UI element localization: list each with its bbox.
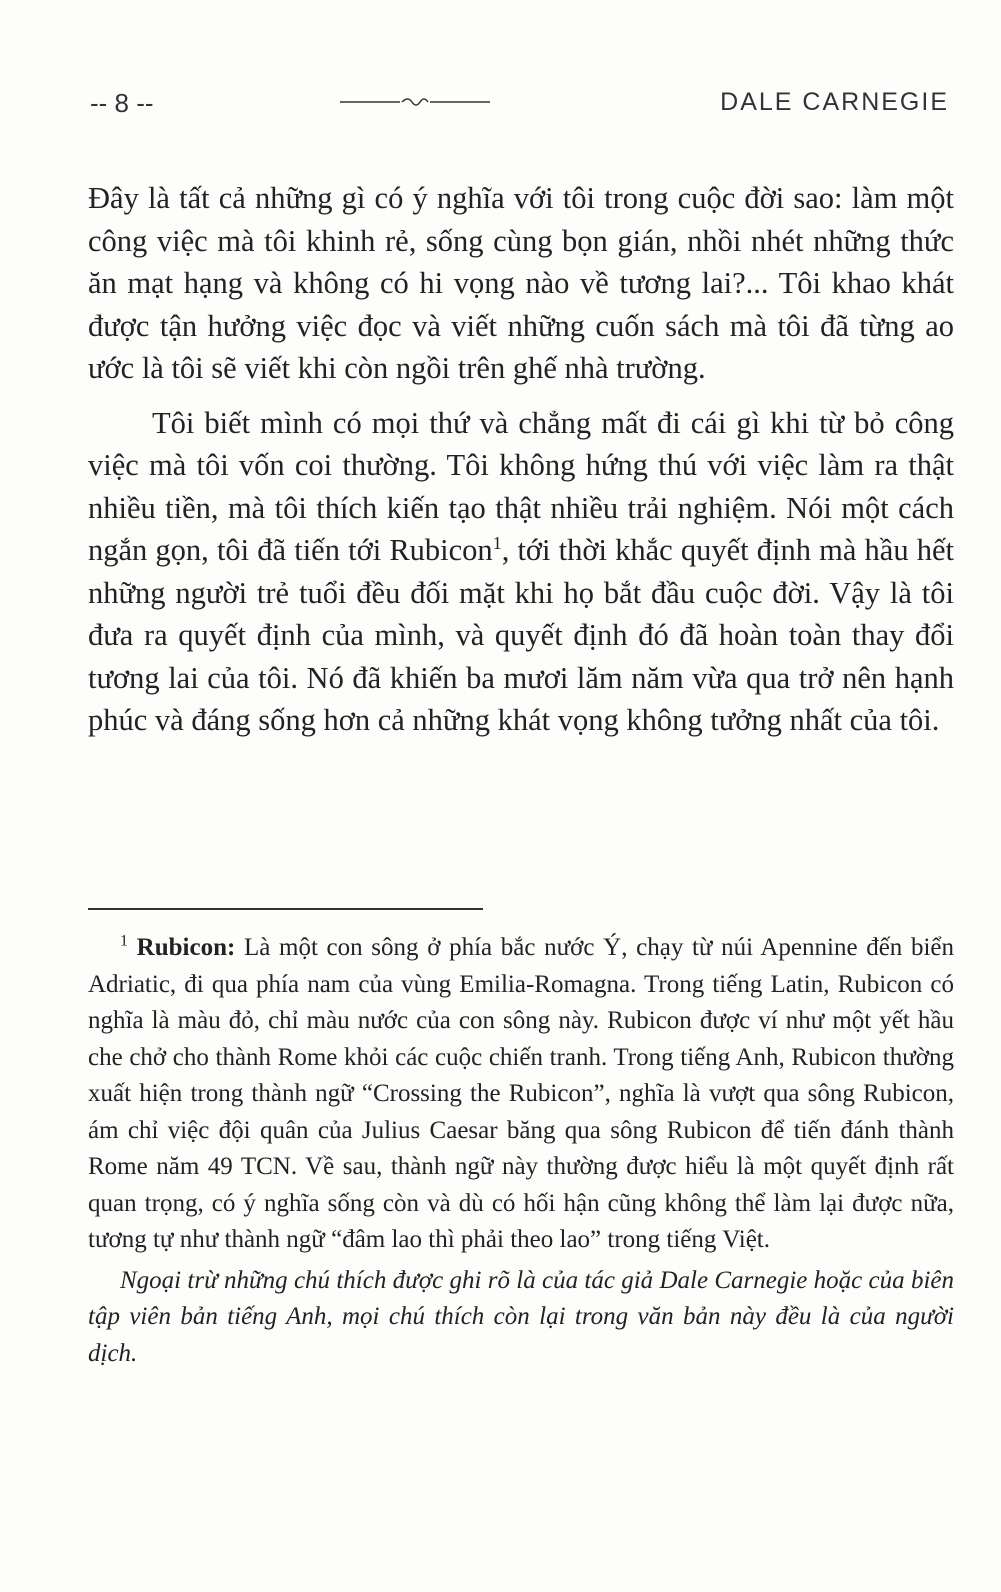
paragraph-2 xyxy=(88,402,954,742)
footnote-reference[interactable]: 1 xyxy=(492,532,502,553)
footnote-1 xyxy=(88,930,954,1259)
footnote-text: Là một con sông ở phía bắc nước Ý, chạy từ núi Apennine đến biển Adriatic, đi qua phía nam của vùng Emilia-Romagna. Trong tiếng Latin, Rubicon có nghĩa là màu đỏ, chỉ màu nước của con sông này. Rubicon được ví như một yết hầu che chở cho thành Rome khỏi các cuộc chiến tranh. Trong tiếng Anh, Rubicon thường xuất hiện trong thành ngữ “Crossing the Rubicon”, nghĩa là vượt qua sông Rubicon, ám chỉ việc đội quân của Julius Caesar băng qua sông Rubicon để tiến đánh thành Rome năm 49 TCN. Về sau, thành ngữ này thường được hiểu là một quyết định rất quan trọng, có ý nghĩa sống còn và dù có hối hận cũng không thể làm lại được nữa, tương tự như thành ngữ “đâm lao thì phải theo lao” trong tiếng Việt. xyxy=(88,934,955,1253)
translator-note: Ngoại trừ những chú thích được ghi rõ là của tác giả Dale Carnegie hoặc của biên tập viên bản tiếng Anh, mọi chú thích còn lại trong văn bản này đều là của người dịch. xyxy=(88,1266,954,1367)
page-number: -- 8 -- xyxy=(90,88,154,118)
footnote-marker: 1 xyxy=(120,932,128,950)
page-header xyxy=(90,88,949,128)
footnote-divider xyxy=(88,908,483,910)
footnotes-section xyxy=(88,930,954,1372)
header-ornament-icon xyxy=(340,94,490,108)
paragraph-2-text-end: , tới thời khắc quyết định mà hầu hết những người trẻ tuổi đều đối mặt khi họ bắt đầu cuộc đời. Vậy là tôi đưa ra quyết định của mình, và quyết định đó đã hoàn toàn thay đổi tương lai của tôi. Nó đã khiến ba mươi lăm năm vừa qua trở nên hạnh phúc và đáng sống hơn cả những khát vọng không tưởng nhất của tôi. xyxy=(88,533,954,737)
footnote-term: Rubicon: xyxy=(136,934,236,961)
paragraph-2-text-start: Tôi biết mình có mọi thứ và chẳng mất đi cái gì khi từ bỏ công việc mà tôi vốn coi thường. Tôi không hứng thú với việc làm ra thật nhiều tiền, mà tôi thích kiến tạo thật nhiều trải nghiệm. Nói một cách ngắn gọn, tôi đã tiến tới Rubicon xyxy=(88,405,954,567)
running-head: DALE CARNEGIE xyxy=(720,88,949,116)
main-text xyxy=(88,177,954,742)
paragraph-1: Đây là tất cả những gì có ý nghĩa với tôi trong cuộc đời sao: làm một công việc mà tôi khinh rẻ, sống cùng bọn gián, nhồi nhét những thức ăn mạt hạng và không có hi vọng nào về tương lai?... Tôi khao khát được tận hưởng việc đọc và viết những cuốn sách mà tôi đã từng ao ước là tôi sẽ viết khi còn ngồi trên ghế nhà trường. xyxy=(88,181,954,385)
